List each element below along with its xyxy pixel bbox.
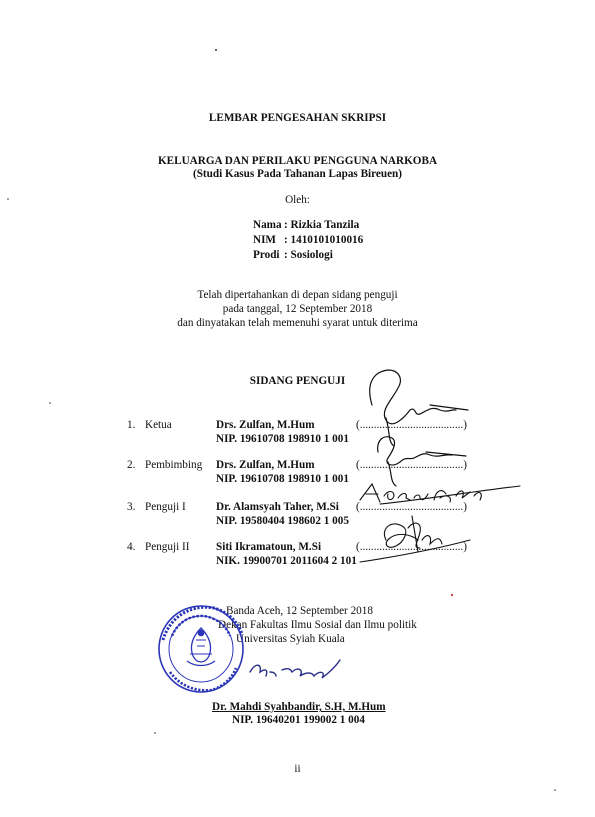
signature-line: (.....................................) — [356, 541, 467, 553]
nim-value: : 1410101010016 — [284, 234, 364, 246]
page-title: LEMBAR PENGESAHAN SKRIPSI — [208, 112, 387, 124]
committee-name: Drs. Zulfan, M.Hum — [216, 459, 315, 471]
prodi-label: Prodi — [253, 249, 280, 261]
defense-line-3: dan dinyatakan telah memenuhi syarat untuk diterima — [177, 317, 418, 329]
committee-id: NIP. 19610708 198910 1 001 — [216, 473, 349, 485]
committee-id: NIP. 19580404 198602 1 005 — [216, 515, 349, 527]
defense-line-1: Telah dipertahankan di depan sidang penguji — [197, 289, 398, 301]
dean-nip: NIP. 19640201 199002 1 004 — [232, 714, 365, 726]
thesis-title: KELUARGA DAN PERILAKU PENGGUNA NARKOBA — [157, 155, 438, 167]
committee-name: Drs. Zulfan, M.Hum — [216, 419, 315, 431]
signature-line: (.....................................) — [356, 501, 467, 513]
committee-name: Siti Ikramatoun, M.Si — [216, 541, 322, 553]
committee-number: 3. — [127, 501, 136, 513]
signature-line: (.....................................) — [356, 419, 467, 431]
committee-id: NIK. 19900701 2011604 2 101 — [216, 555, 357, 567]
nama-label: Nama — [253, 219, 282, 231]
approval-faculty: Dekan Fakultas Ilmu Sosial dan Ilmu politik — [218, 619, 417, 631]
nama-value: : Rizkia Tanzila — [284, 219, 360, 231]
committee-role: Penguji I — [145, 501, 186, 513]
committee-number: 2. — [127, 459, 136, 471]
committee-number: 1. — [127, 419, 136, 431]
nim-label: NIM — [253, 234, 276, 246]
committee-id: NIP. 19610708 198910 1 001 — [216, 433, 349, 445]
signature-penguji-2 — [360, 516, 470, 562]
committee-role: Pembimbing — [145, 459, 203, 471]
by-label: Oleh: — [285, 194, 310, 206]
committee-role: Penguji II — [145, 541, 190, 553]
committee-heading: SIDANG PENGUJI — [249, 375, 346, 387]
prodi-value: : Sosiologi — [284, 249, 333, 261]
page-number: ii — [294, 763, 301, 775]
red-dot — [451, 594, 453, 596]
defense-line-2: pada tanggal, 12 September 2018 — [222, 303, 373, 315]
committee-role: Ketua — [145, 419, 172, 431]
approval-place-date: Banda Aceh, 12 September 2018 — [226, 605, 373, 617]
approval-university: Universitas Syiah Kuala — [236, 633, 345, 645]
dean-name: Dr. Mahdi Syahbandir, S.H, M.Hum — [212, 701, 386, 713]
signature-line: (.....................................) — [356, 459, 467, 471]
committee-name: Dr. Alamsyah Taher, M.Si — [216, 501, 339, 513]
signature-dean — [250, 660, 340, 678]
committee-number: 4. — [127, 541, 136, 553]
thesis-subtitle: (Studi Kasus Pada Tahanan Lapas Bireuen) — [192, 168, 403, 180]
